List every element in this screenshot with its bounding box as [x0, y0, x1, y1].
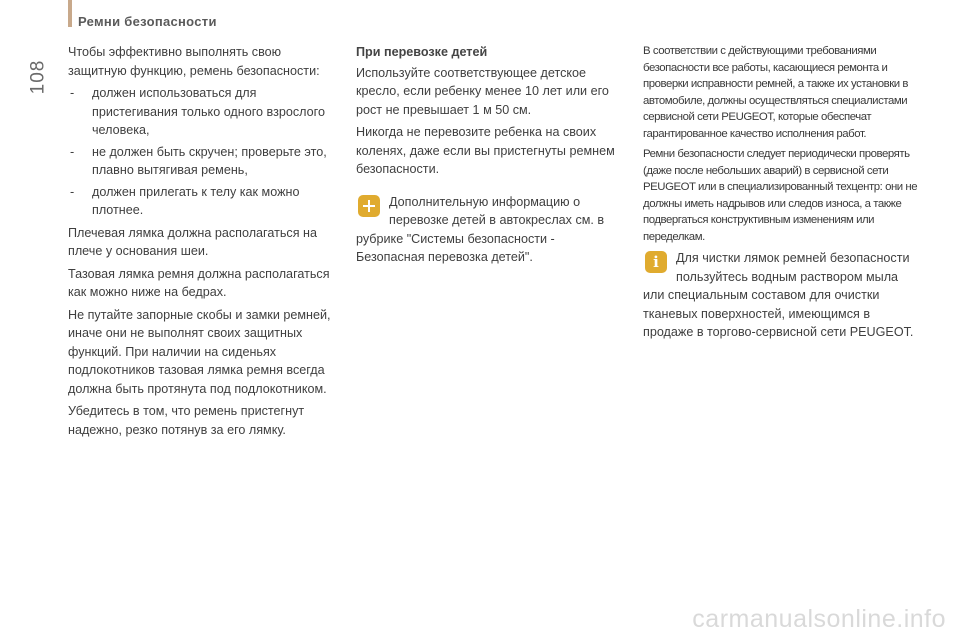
- service-paragraph: В соответствии с действующими требованиями безопасности все работы, касающиеся ремонта и проверки исправности ремней, а также их установки в автомобиле, должны осуществляться специалистами сервисной сети PEUGEOT, которые обеспечат гарантированное качество исполнения работ.: [643, 45, 908, 140]
- watermark: carmanualsonline.info: [692, 605, 946, 633]
- plus-icon: [358, 195, 380, 217]
- list-item: - должен прилегать к телу как можно плотнее.: [68, 183, 343, 220]
- child-seat-paragraph: Используйте соответствующее детское кресло, если ребенку менее 10 лет или его рост не превышает 1 м 50 см.: [356, 65, 609, 117]
- cleaning-note: [643, 249, 918, 342]
- children-heading: При перевозке детей: [356, 45, 488, 59]
- buckle-paragraph: Не путайте запорные скобы и замки ремней, иначе они не выполнят своих защитных функций. При наличии на сиденьях подлокотников тазовая лямка ремня всегда должна быть протянута под подлокотником.: [68, 307, 331, 396]
- intro-paragraph: Чтобы эффективно выполнять свою защитную функцию, ремень безопасности:: [68, 45, 320, 78]
- column-left: [68, 43, 343, 443]
- lap-warning-paragraph: Никогда не перевозите ребенка на своих коленях, даже если вы пристегнуты ремнем безопасности.: [356, 125, 615, 176]
- lap-strap-paragraph: Тазовая лямка ремня должна располагаться как можно ниже на бедрах.: [68, 266, 330, 299]
- column-right: [643, 43, 918, 249]
- shoulder-strap-paragraph: Плечевая лямка должна располагаться на плече у основания шеи.: [68, 225, 317, 258]
- inspection-paragraph: Ремни безопасности следует периодически проверять (даже после небольших аварий) в сервисной сети PEUGEOT или в специализированный техцентр: они не должны иметь надрывов или следов износа, а также подвергаться конструктивным изменениям или переделкам.: [643, 148, 918, 243]
- check-paragraph: Убедитесь в том, что ремень пристегнут надежно, резко потянув за его лямку.: [68, 404, 305, 437]
- child-transport-note: [356, 193, 621, 267]
- header-accent-bar: [68, 0, 72, 27]
- cleaning-note-box: [643, 249, 918, 342]
- page-number: 108: [27, 59, 49, 95]
- page-title: Ремни безопасности: [78, 14, 217, 29]
- list-item: - не должен быть скручен; проверьте это, плавно вытягивая ремень,: [68, 143, 343, 180]
- list-item: - должен использоваться для пристегивания только одного взрослого человека,: [68, 84, 343, 140]
- column-middle: [356, 43, 621, 267]
- cleaning-note-text: Для чистки лямок ремней безопасности пользуйтесь водным раствором мыла или специальным составом для очистки тканевых поверхностей, имеющимся в продаже в торгово-сервисной сети PEUGEOT.: [643, 251, 914, 339]
- info-icon: i: [645, 251, 667, 273]
- requirements-list: [68, 84, 343, 220]
- child-transport-note-text: Дополнительную информацию о перевозке детей в автокреслах см. в рубрике "Системы безопасности - Безопасная перевозка детей".: [356, 194, 605, 264]
